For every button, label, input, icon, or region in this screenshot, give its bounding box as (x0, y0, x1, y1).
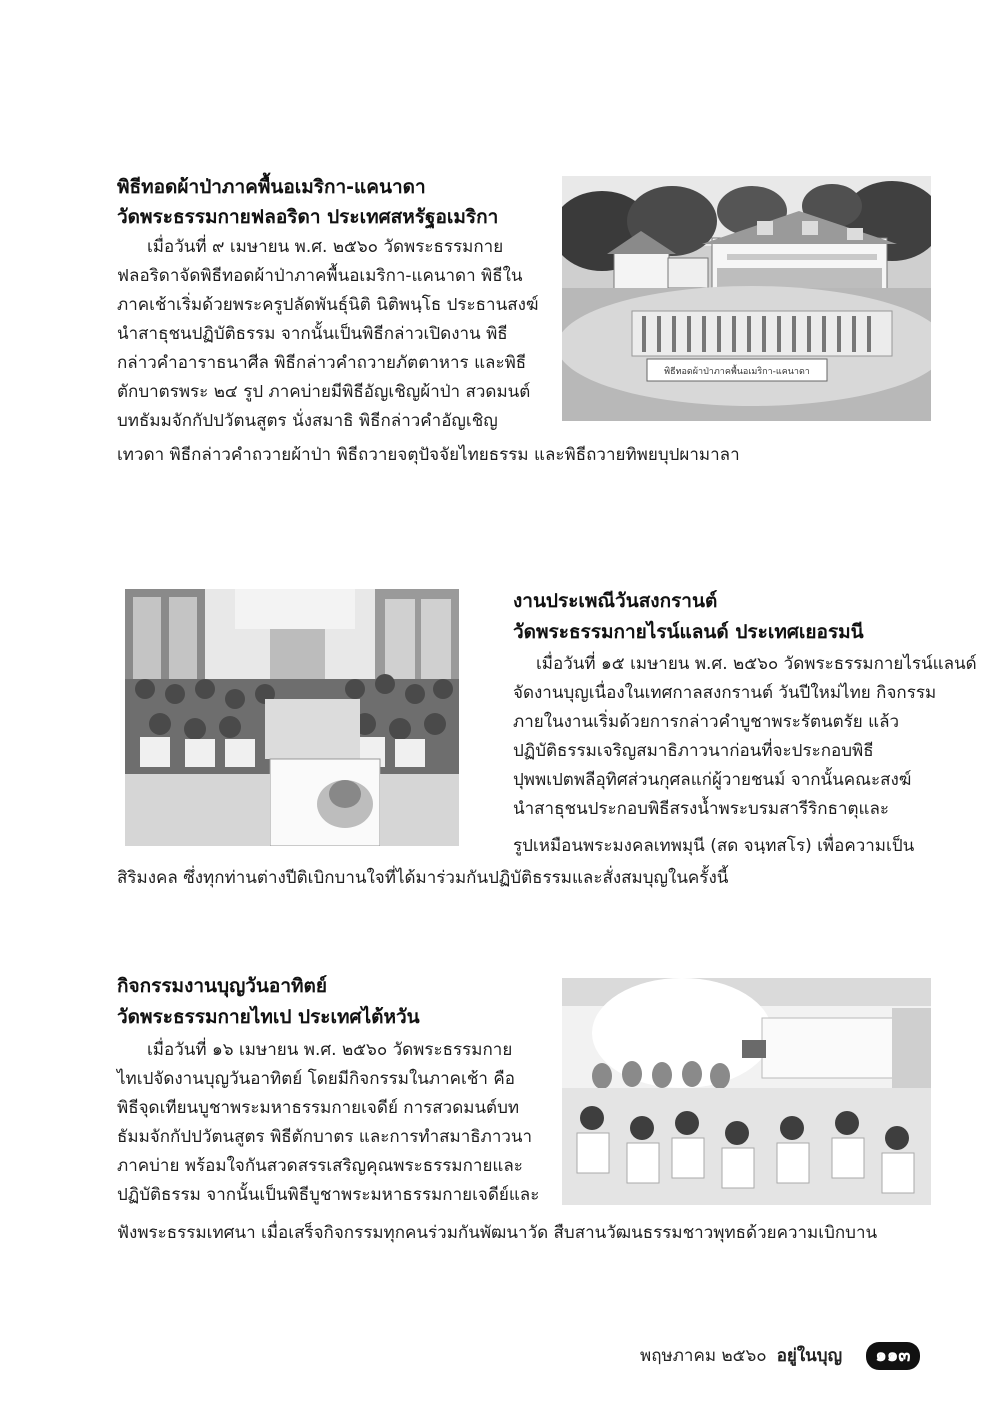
article-subtitle: วัดพระธรรมกายไทเป ประเทศไต้หวัน (117, 1006, 420, 1028)
body-line: เมื่อวันที่ ๙ เมษายน พ.ศ. ๒๕๖๐ วัดพระธรรมกาย (147, 237, 504, 257)
body-line: กล่าวคำอาราธนาศีล พิธีกล่าวคำถวายภัตตาหาร และพิธี (117, 353, 527, 373)
footer-issue-date: พฤษภาคม ๒๕๖๐ (640, 1346, 767, 1366)
body-line: ปฏิบัติธรรม จากนั้นเป็นพิธีบูชาพระมหาธรรมกายเจดีย์และ (117, 1185, 540, 1205)
ceremony-banner-text: พิธีทอดผ้าป่าภาคพื้นอเมริกา-แคนาดา (664, 367, 810, 377)
photo-taipei-meditation (562, 978, 931, 1205)
body-line: ภาคบ่าย พร้อมใจกันสวดสรรเสริญคุณพระธรรมกายและ (117, 1156, 523, 1176)
body-line: ธัมมจักกัปปวัตนสูตร พิธีตักบาตร และการทำสมาธิภาวนา (117, 1127, 533, 1147)
body-line: ฟลอริดาจัดพิธีทอดผ้าป่าภาคพื้นอเมริกา-แคนาดา พิธีใน (117, 266, 523, 286)
body-line: สิริมงคล ซึ่งทุกท่านต่างปีติเบิกบานใจที่ได้มาร่วมกันปฏิบัติธรรมและสั่งสมบุญในครั้งนี้ (117, 868, 729, 888)
body-line: เทวดา พิธีกล่าวคำถวายผ้าป่า พิธีถวายจตุปัจจัยไทยธรรม และพิธีถวายทิพยบุปผามาลา (117, 445, 740, 465)
body-line: พิธีจุดเทียนบูชาพระมหาธรรมกายเจดีย์ การสวดมนต์บท (117, 1098, 520, 1118)
body-line: เมื่อวันที่ ๑๕ เมษายน พ.ศ. ๒๕๖๐ วัดพระธรรมกายไรน์แลนด์ (536, 654, 977, 674)
body-line: ปุพพเปตพลีอุทิศส่วนกุศลแก่ผู้วายชนม์ จากนั้นคณะสงฆ์ (513, 770, 912, 790)
page-number-badge: ๑๑๓ (866, 1342, 920, 1370)
body-line: ไทเปจัดงานบุญวันอาทิตย์ โดยมีกิจกรรมในภาคเช้า คือ (117, 1069, 515, 1089)
footer-issue-line (640, 1343, 842, 1369)
body-line: ปฏิบัติธรรมเจริญสมาธิภาวนาก่อนที่จะประกอบพิธี (513, 741, 874, 761)
article-title: กิจกรรมงานบุญวันอาทิตย์ (117, 975, 327, 997)
photo-songkran-gathering (125, 589, 459, 846)
footer-magazine-name: อยู่ในบุญ (776, 1346, 843, 1366)
body-line: ตักบาตรพระ ๒๔ รูป ภาคบ่ายมีพิธีอัญเชิญผ้าป่า สวดมนต์ (117, 382, 531, 402)
body-line: ภายในงานเริ่มด้วยการกล่าวคำบูชาพระรัตนตรัย แล้ว (513, 712, 900, 732)
article-subtitle: วัดพระธรรมกายฟลอริดา ประเทศสหรัฐอเมริกา (117, 206, 499, 228)
article-title: งานประเพณีวันสงกรานต์ (513, 590, 718, 612)
body-line: ฟังพระธรรมเทศนา เมื่อเสร็จกิจกรรมทุกคนร่วมกันพัฒนาวัด สืบสานวัฒนธรรมชาวพุทธด้วยความเบิกบาน (117, 1223, 878, 1243)
photo-florida-ceremony (562, 176, 931, 421)
body-line: นำสาธุชนประกอบพิธีสรงน้ำพระบรมสารีริกธาตุและ (513, 799, 890, 819)
body-line: เมื่อวันที่ ๑๖ เมษายน พ.ศ. ๒๕๖๐ วัดพระธรรมกาย (147, 1040, 513, 1060)
article-title: พิธีทอดผ้าป่าภาคพื้นอเมริกา-แคนาดา (117, 176, 426, 198)
body-line: รูปเหมือนพระมงคลเทพมุนี (สด จนฺทสโร) เพื่อความเป็น (513, 836, 915, 856)
article-subtitle: วัดพระธรรมกายไรน์แลนด์ ประเทศเยอรมนี (513, 621, 864, 643)
body-line: ภาคเช้าเริ่มด้วยพระครูปลัดพันธุ์นิติ นิติพนฺโธ ประธานสงฆ์ (117, 295, 539, 315)
body-line: จัดงานบุญเนื่องในเทศกาลสงกรานต์ วันปีใหม่ไทย กิจกรรม (513, 683, 937, 703)
body-line: บทธัมมจักกัปปวัตนสูตร นั่งสมาธิ พิธีกล่าวคำอัญเชิญ (117, 411, 498, 431)
body-line: นำสาธุชนปฏิบัติธรรม จากนั้นเป็นพิธีกล่าวเปิดงาน พิธี (117, 324, 508, 344)
